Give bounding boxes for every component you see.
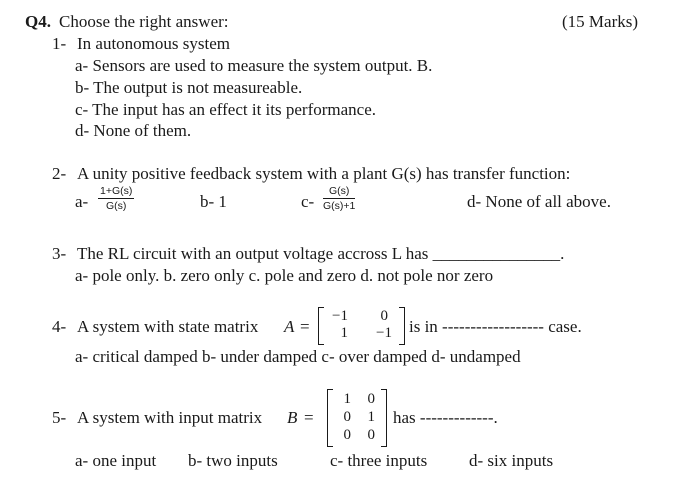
- q4-equals: =: [300, 317, 310, 336]
- q4-number: 4-: [52, 317, 67, 336]
- q1-number: 1-: [52, 34, 67, 53]
- q5-option-b: b- two inputs: [188, 451, 278, 470]
- q2-option-a-denominator: G(s): [105, 200, 127, 212]
- q5-option-d: d- six inputs: [469, 451, 554, 470]
- q4-matrix-cell: 1: [340, 325, 348, 341]
- q1-option-c: c- The input has an effect it its performance.: [75, 100, 377, 119]
- q2-option-d: d- None of all above.: [467, 192, 611, 211]
- q5-matrix-cell: 0: [367, 427, 375, 443]
- q2-option-a-numerator: 1+G(s): [100, 185, 133, 197]
- q5-text-after: has -------------.: [393, 408, 498, 427]
- marks-label: (15 Marks): [562, 12, 639, 31]
- q1-text: In autonomous system: [77, 34, 230, 53]
- q5-matrix-cell: 0: [367, 391, 375, 407]
- question-label: Q4.: [25, 12, 51, 31]
- q4-matrix-right-bracket: [399, 307, 405, 345]
- q1-option-d: d- None of them.: [75, 121, 192, 140]
- q2-option-a-fraction: [98, 185, 134, 212]
- q5-option-c: c- three inputs: [330, 451, 428, 470]
- q4-options: a- critical damped b- under damped c- over damped d- undamped: [75, 347, 521, 366]
- q2-option-a-label: a-: [75, 192, 89, 211]
- q4-text-after: is in ------------------ case.: [409, 317, 582, 336]
- q5-equals: =: [304, 408, 314, 427]
- q4-matrix-cell: −1: [376, 325, 392, 341]
- q2-option-c-numerator: G(s): [323, 185, 355, 199]
- q5-number: 5-: [52, 408, 67, 427]
- instruction-text: Choose the right answer:: [59, 12, 229, 31]
- q5-option-a: a- one input: [75, 451, 157, 470]
- q5-matrix-variable: B: [287, 408, 298, 427]
- q5-matrix-cell: 0: [343, 427, 351, 443]
- q2-text: A unity positive feedback system with a plant G(s) has transfer function:: [77, 164, 571, 183]
- q4-matrix-variable: A: [284, 317, 295, 336]
- q5-matrix-right-bracket: [381, 389, 387, 447]
- q4-matrix-cell: 0: [380, 308, 388, 324]
- q3-options: a- pole only. b. zero only c. pole and zero d. not pole nor zero: [75, 266, 494, 285]
- q1-option-b: b- The output is not measureable.: [75, 78, 303, 97]
- q2-option-c-denominator: G(s)+1: [323, 200, 356, 212]
- q5-text: A system with input matrix: [77, 408, 263, 427]
- q5-matrix-cell: 0: [343, 409, 351, 425]
- q2-number: 2-: [52, 164, 67, 183]
- q2-option-c-fraction: [323, 185, 355, 212]
- q4-text: A system with state matrix: [77, 317, 259, 336]
- q5-matrix-cell: 1: [367, 409, 375, 425]
- q5-matrix-cell: 1: [343, 391, 351, 407]
- q2-option-b: b- 1: [200, 192, 227, 211]
- q2-option-c-label: c-: [301, 192, 315, 211]
- q1-option-a: a- Sensors are used to measure the system output. B.: [75, 56, 433, 75]
- q3-text: The RL circuit with an output voltage accross L has _______________.: [77, 244, 565, 263]
- q4-matrix-cell: −1: [332, 308, 348, 324]
- q3-number: 3-: [52, 244, 67, 263]
